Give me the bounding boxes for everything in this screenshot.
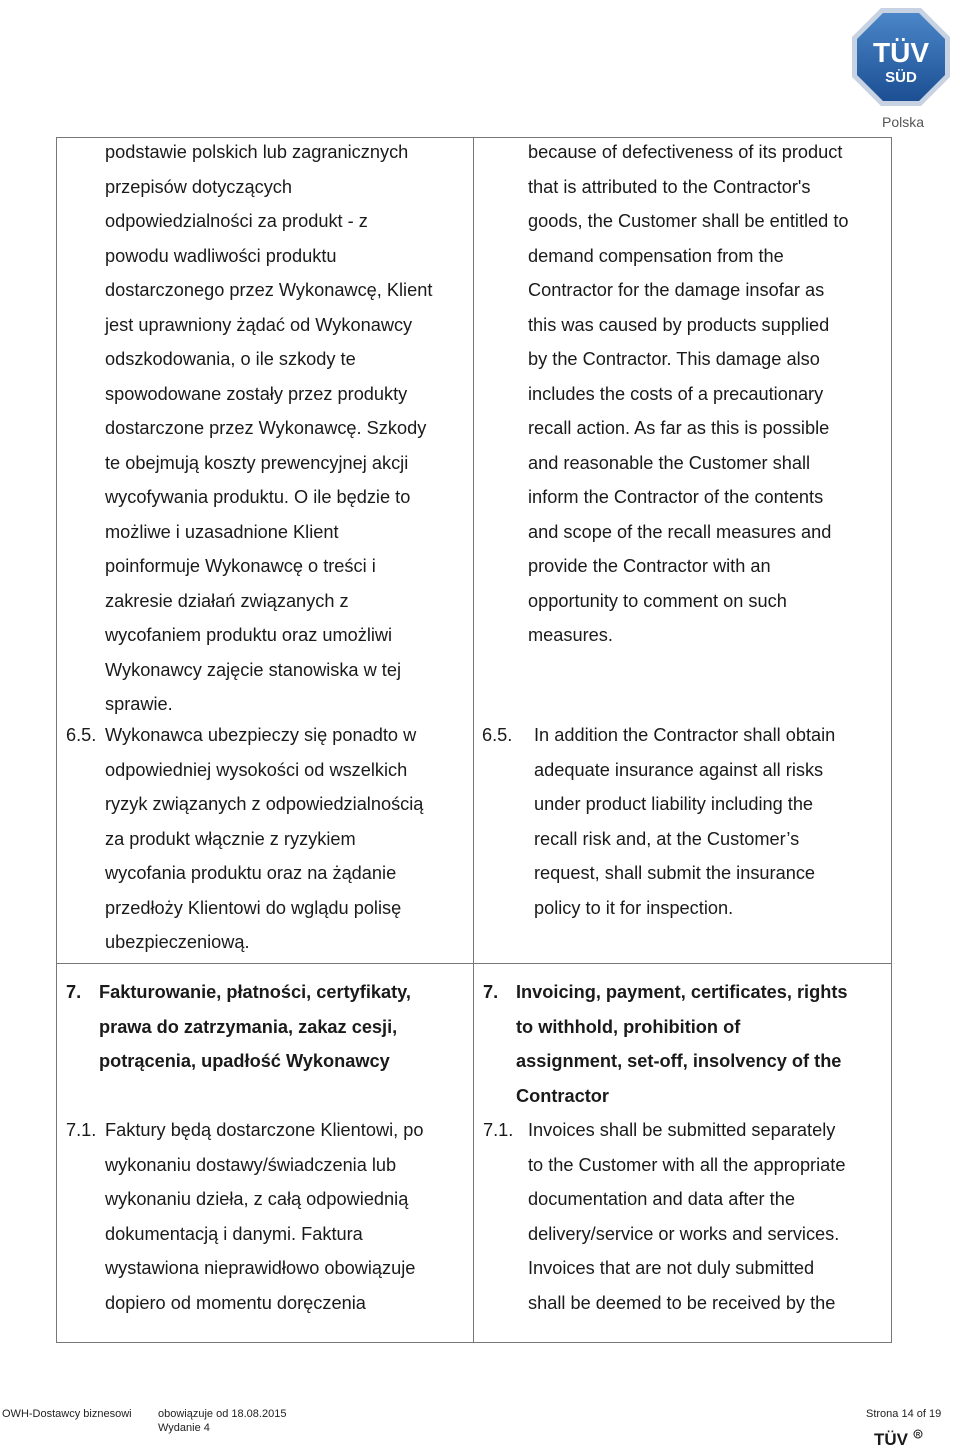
logo-text-top: TÜV [873, 37, 929, 68]
text-line: and scope of the recall measures and [528, 521, 832, 542]
section-number: 7. [66, 982, 82, 1002]
tuv-sud-logo [848, 4, 954, 110]
logo-text-bottom: SÜD [885, 69, 917, 86]
text-line: wycofaniem produktu oraz umożliwi [105, 625, 393, 645]
text-line: spowodowane zostały przez produkty [105, 383, 408, 404]
text-line: assignment, set-off, insolvency of the [516, 1051, 842, 1071]
text-line: documentation and data after the [528, 1189, 795, 1209]
en-column [474, 964, 891, 1342]
section-number: 6.5. [66, 725, 97, 745]
text-line: goods, the Customer shall be entitled to [528, 211, 849, 231]
text-line: za produkt włącznie z ryzykiem [105, 828, 356, 849]
text-line: przepisów dotyczących [105, 176, 293, 197]
text-line: te obejmują koszty prewencyjnej akcji [105, 452, 409, 473]
svg-text:R: R [915, 1432, 921, 1439]
text-line: policy to it for inspection. [534, 897, 734, 918]
text-line: adequate insurance against all risks [534, 759, 824, 780]
text-line: opportunity to comment on such [528, 590, 787, 611]
pl-column [57, 138, 473, 963]
pl-cell [57, 964, 474, 1343]
text-line: ubezpieczeniową. [105, 932, 250, 952]
text-line: wykonaniu dzieła, z całą odpowiednią [105, 1189, 409, 1209]
text-line: odpowiedzialności za produkt - z [105, 211, 368, 231]
footer-doc-name: OWH-Dostawcy biznesowi [2, 1408, 132, 1420]
text-line: Faktury będą dostarczone Klientowi, po [105, 1120, 424, 1140]
en-column [474, 138, 891, 963]
text-line: sprawie. [105, 694, 173, 714]
text-line: przedłoży Klientowi do wglądu polisę [105, 897, 402, 918]
text-line: zakresie działań związanych z [105, 590, 349, 611]
text-line: ryzyk związanych z odpowiedzialnością [105, 794, 424, 814]
text-line: In addition the Contractor shall obtain [534, 725, 836, 745]
document-table [56, 137, 892, 1343]
text-line: dostarczone przez Wykonawcę. Szkody [105, 418, 427, 438]
text-line: poinformuje Wykonawcę o treści i [105, 556, 376, 576]
en-cell [474, 964, 892, 1343]
text-line: Invoicing, payment, certificates, rights [516, 982, 848, 1002]
text-line: wycofywania produktu. O ile będzie to [105, 487, 411, 507]
section-number: 6.5. [482, 725, 513, 745]
footer-logo-text: TÜV [874, 1430, 908, 1448]
text-line: and reasonable the Customer shall [528, 452, 811, 473]
text-line: dopiero od momentu doręczenia [105, 1292, 366, 1313]
text-line: recall action. As far as this is possible [528, 418, 830, 438]
text-line: includes the costs of a precautionary [528, 383, 824, 404]
text-line: provide the Contractor with an [528, 556, 771, 576]
text-line: Fakturowanie, płatności, certyfikaty, [99, 982, 411, 1002]
text-line: podstawie polskich lub zagranicznych [105, 142, 409, 162]
text-line: Contractor for the damage insofar as [528, 280, 825, 300]
section-number: 7. [483, 982, 499, 1002]
en-cell [474, 138, 892, 964]
text-line: under product liability including the [534, 794, 814, 814]
text-line: wycofania produktu oraz na żądanie [105, 863, 397, 883]
text-line: jest uprawniony żądać od Wykonawcy [105, 314, 413, 335]
text-line: odszkodowania, o ile szkody te [105, 349, 356, 369]
text-line: because of defectiveness of its product [528, 142, 843, 162]
text-line: request, shall submit the insurance [534, 863, 816, 883]
text-line: Invoices shall be submitted separately [528, 1120, 836, 1140]
text-line: by the Contractor. This damage also [528, 349, 820, 369]
footer-tuv-logo [874, 1428, 924, 1448]
text-line: delivery/service or works and services. [528, 1223, 840, 1244]
pl-cell [57, 138, 474, 964]
footer-edition: Wydanie 4 [158, 1422, 210, 1434]
table-row [57, 964, 892, 1343]
text-line: Contractor [516, 1085, 609, 1106]
logo-country: Polska [882, 114, 925, 130]
pl-column [57, 964, 473, 1342]
text-line: dokumentacją i danymi. Faktura [105, 1223, 363, 1244]
text-line: Wykonawcy zajęcie stanowiska w tej [105, 659, 401, 680]
section-number: 7.1. [483, 1120, 514, 1140]
text-line: prawa do zatrzymania, zakaz cesji, [99, 1016, 398, 1037]
text-line: demand compensation from the [528, 245, 784, 266]
text-line: Wykonawca ubezpieczy się ponadto w [105, 725, 417, 745]
section-number: 7.1. [66, 1120, 97, 1140]
text-line: inform the Contractor of the contents [528, 487, 824, 507]
footer-page-number: Strona 14 of 19 [866, 1408, 942, 1420]
text-line: wystawiona nieprawidłowo obowiązuje [105, 1258, 416, 1278]
text-line: potrącenia, upadłość Wykonawcy [99, 1051, 390, 1071]
text-line: powodu wadliwości produktu [105, 245, 337, 266]
text-line: to the Customer with all the appropriate [528, 1154, 846, 1175]
text-line: Invoices that are not duly submitted [528, 1258, 815, 1278]
text-line: that is attributed to the Contractor's [528, 176, 811, 197]
footer-valid-from: obowiązuje od 18.08.2015 [158, 1408, 287, 1420]
text-line: dostarczonego przez Wykonawcę, Klient [105, 280, 433, 300]
text-line: shall be deemed to be received by the [528, 1292, 836, 1313]
text-line: wykonaniu dostawy/świadczenia lub [105, 1154, 397, 1175]
text-line: to withhold, prohibition of [516, 1016, 741, 1037]
text-line: measures. [528, 625, 613, 645]
text-line: odpowiedniej wysokości od wszelkich [105, 759, 408, 780]
text-line: recall risk and, at the Customer’s [534, 828, 800, 849]
text-line: this was caused by products supplied [528, 314, 830, 335]
text-line: możliwe i uzasadnione Klient [105, 521, 339, 542]
table-row [57, 138, 892, 964]
